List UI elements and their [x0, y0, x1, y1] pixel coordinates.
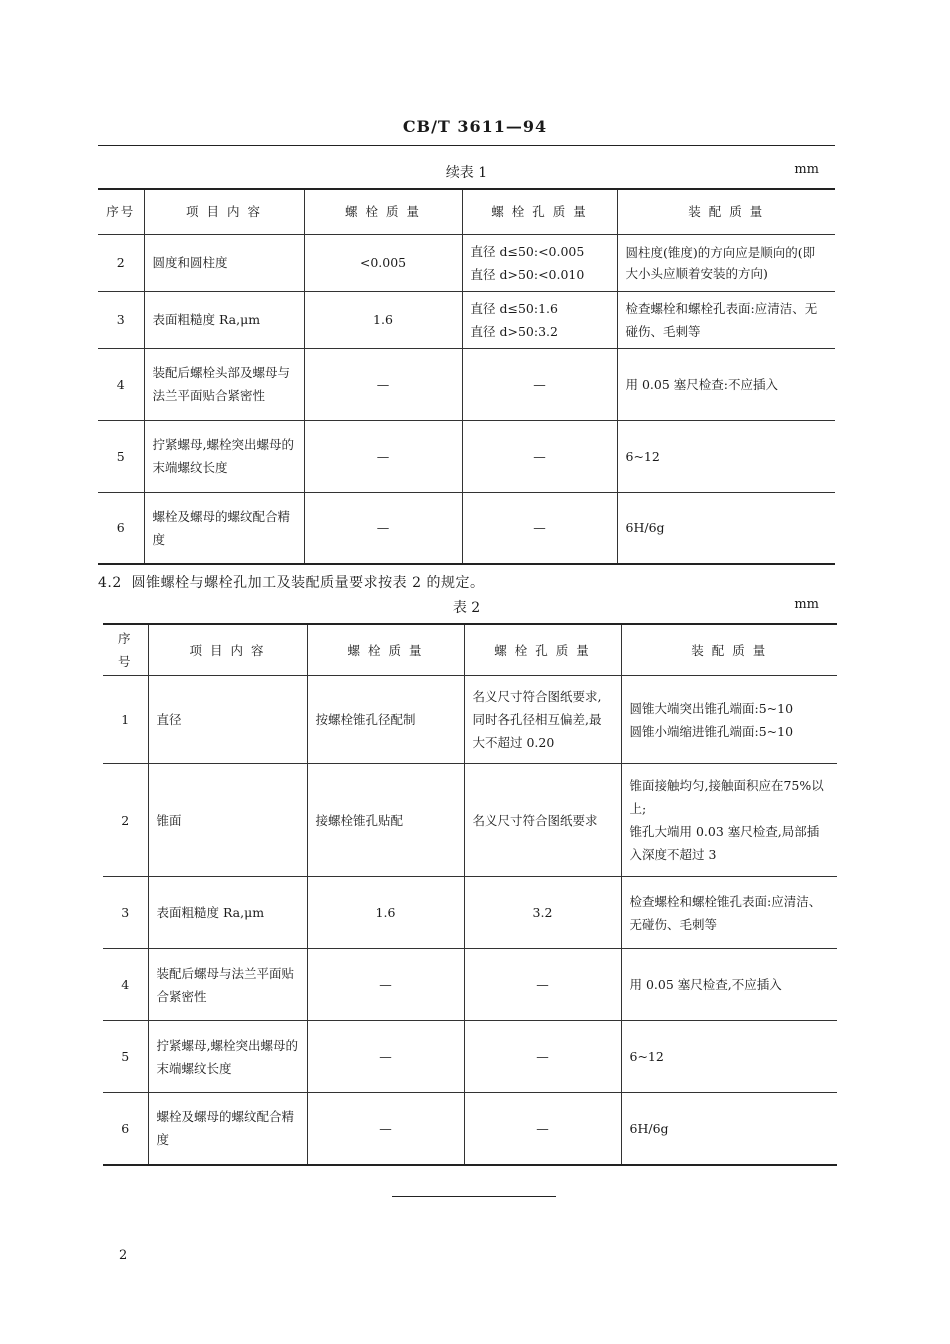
row-bolt: <0.005 [304, 234, 462, 291]
table1-header-row [98, 189, 835, 234]
row-item: 拧紧螺母,螺栓突出螺母的末端螺纹长度 [148, 1021, 307, 1093]
row-assembly: 6~12 [621, 1021, 837, 1093]
row-no: 5 [103, 1021, 148, 1093]
row-no: 1 [103, 676, 148, 764]
row-bolt: 按螺栓锥孔径配制 [307, 676, 464, 764]
table-row [103, 949, 837, 1021]
row-no: 6 [103, 1093, 148, 1165]
row-no: 2 [98, 234, 144, 291]
row-no: 3 [98, 291, 144, 348]
assembly-line: 锥面接触均匀,接触面积应在75%以上; [629, 778, 824, 816]
section-text: 圆锥螺栓与螺栓孔加工及装配质量要求按表 2 的规定。 [131, 575, 485, 591]
row-no: 6 [98, 492, 144, 564]
row-bolt: 1.6 [304, 291, 462, 348]
standard-code: CB/T 3611—94 [402, 117, 548, 136]
table-row [103, 1021, 837, 1093]
page-number: 2 [119, 1248, 128, 1263]
table1-unit: mm [794, 162, 819, 177]
row-assembly: 6~12 [617, 420, 835, 492]
row-item: 螺栓及螺母的螺纹配合精度 [144, 492, 304, 564]
table-row [98, 348, 835, 420]
table2-caption: 表 2 [452, 600, 481, 616]
table2 [103, 623, 837, 1166]
row-item: 表面粗糙度 Ra,μm [148, 877, 307, 949]
table-row [98, 420, 835, 492]
row-assembly: 圆柱度(锥度)的方向应是顺向的(即大小头应顺着安装的方向) [617, 234, 835, 291]
row-assembly: 用 0.05 塞尺检查:不应插入 [617, 348, 835, 420]
header-rule [98, 145, 835, 146]
row-item: 圆度和圆柱度 [144, 234, 304, 291]
table2-col-item: 项 目 内 容 [148, 624, 307, 676]
table1-col-item: 项 目 内 容 [144, 189, 304, 234]
hole-line: 直径 d≤50:1.6 [470, 300, 558, 316]
table2-col-hole: 螺 栓 孔 质 量 [464, 624, 621, 676]
assembly-line: 圆锥大端突出锥孔端面:5~10 [629, 700, 794, 716]
row-bolt: 1.6 [307, 877, 464, 949]
table2-header-row [103, 624, 837, 676]
row-bolt: — [307, 1093, 464, 1165]
section-heading [98, 572, 484, 592]
row-hole: 名义尺寸符合图纸要求 [464, 764, 621, 877]
row-assembly: 6H/6g [617, 492, 835, 564]
row-hole: — [462, 348, 617, 420]
row-assembly [621, 676, 837, 764]
row-bolt: 接螺栓锥孔贴配 [307, 764, 464, 877]
row-item: 装配后螺母与法兰平面贴合紧密性 [148, 949, 307, 1021]
table-row [103, 877, 837, 949]
footer-rule [392, 1196, 556, 1197]
table-row [98, 492, 835, 564]
row-item: 拧紧螺母,螺栓突出螺母的末端螺纹长度 [144, 420, 304, 492]
row-hole: 名义尺寸符合图纸要求,同时各孔径相互偏差,最大不超过 0.20 [464, 676, 621, 764]
row-hole: — [462, 492, 617, 564]
row-item: 螺栓及螺母的螺纹配合精度 [148, 1093, 307, 1165]
row-hole: — [464, 1093, 621, 1165]
assembly-line: 锥孔大端用 0.03 塞尺检查,局部插入深度不超过 3 [629, 824, 820, 862]
row-no: 5 [98, 420, 144, 492]
row-item: 装配后螺栓头部及螺母与法兰平面贴合紧密性 [144, 348, 304, 420]
row-item: 锥面 [148, 764, 307, 877]
hole-line: 直径 d≤50:<0.005 [470, 243, 585, 259]
row-bolt: — [304, 420, 462, 492]
table2-col-bolt: 螺 栓 质 量 [307, 624, 464, 676]
row-hole: — [464, 949, 621, 1021]
row-no: 4 [98, 348, 144, 420]
row-bolt: — [307, 1021, 464, 1093]
table-row [98, 291, 835, 348]
row-hole [462, 291, 617, 348]
row-assembly [621, 764, 837, 877]
table1-caption: 续表 1 [445, 165, 488, 181]
row-bolt: — [307, 949, 464, 1021]
row-bolt: — [304, 492, 462, 564]
table-row [103, 676, 837, 764]
row-no: 4 [103, 949, 148, 1021]
row-no: 2 [103, 764, 148, 877]
row-item: 直径 [148, 676, 307, 764]
assembly-line: 圆锥小端缩进锥孔端面:5~10 [629, 723, 794, 739]
table-row [98, 234, 835, 291]
row-bolt: — [304, 348, 462, 420]
row-item: 表面粗糙度 Ra,μm [144, 291, 304, 348]
row-assembly: 用 0.05 塞尺检查,不应插入 [621, 949, 837, 1021]
row-assembly: 6H/6g [621, 1093, 837, 1165]
table2-col-no: 序号 [103, 624, 148, 676]
hole-line: 直径 d>50:3.2 [470, 323, 558, 339]
table2-unit: mm [794, 597, 819, 612]
row-hole: — [462, 420, 617, 492]
row-hole: 3.2 [464, 877, 621, 949]
table-row [103, 1093, 837, 1165]
row-assembly: 检查螺栓和螺栓锥孔表面:应清洁、无碰伤、毛刺等 [621, 877, 837, 949]
row-hole: — [464, 1021, 621, 1093]
hole-line: 直径 d>50:<0.010 [470, 266, 585, 282]
table1-col-bolt: 螺 栓 质 量 [304, 189, 462, 234]
table2-col-assembly: 装 配 质 量 [621, 624, 837, 676]
row-no: 3 [103, 877, 148, 949]
row-assembly: 检查螺栓和螺栓孔表面:应清洁、无碰伤、毛刺等 [617, 291, 835, 348]
table1-col-assembly: 装 配 质 量 [617, 189, 835, 234]
table1 [98, 188, 835, 565]
table1-col-no: 序号 [98, 189, 144, 234]
table1-col-hole: 螺 栓 孔 质 量 [462, 189, 617, 234]
row-hole [462, 234, 617, 291]
table-row [103, 764, 837, 877]
section-number: 4.2 [98, 575, 122, 591]
